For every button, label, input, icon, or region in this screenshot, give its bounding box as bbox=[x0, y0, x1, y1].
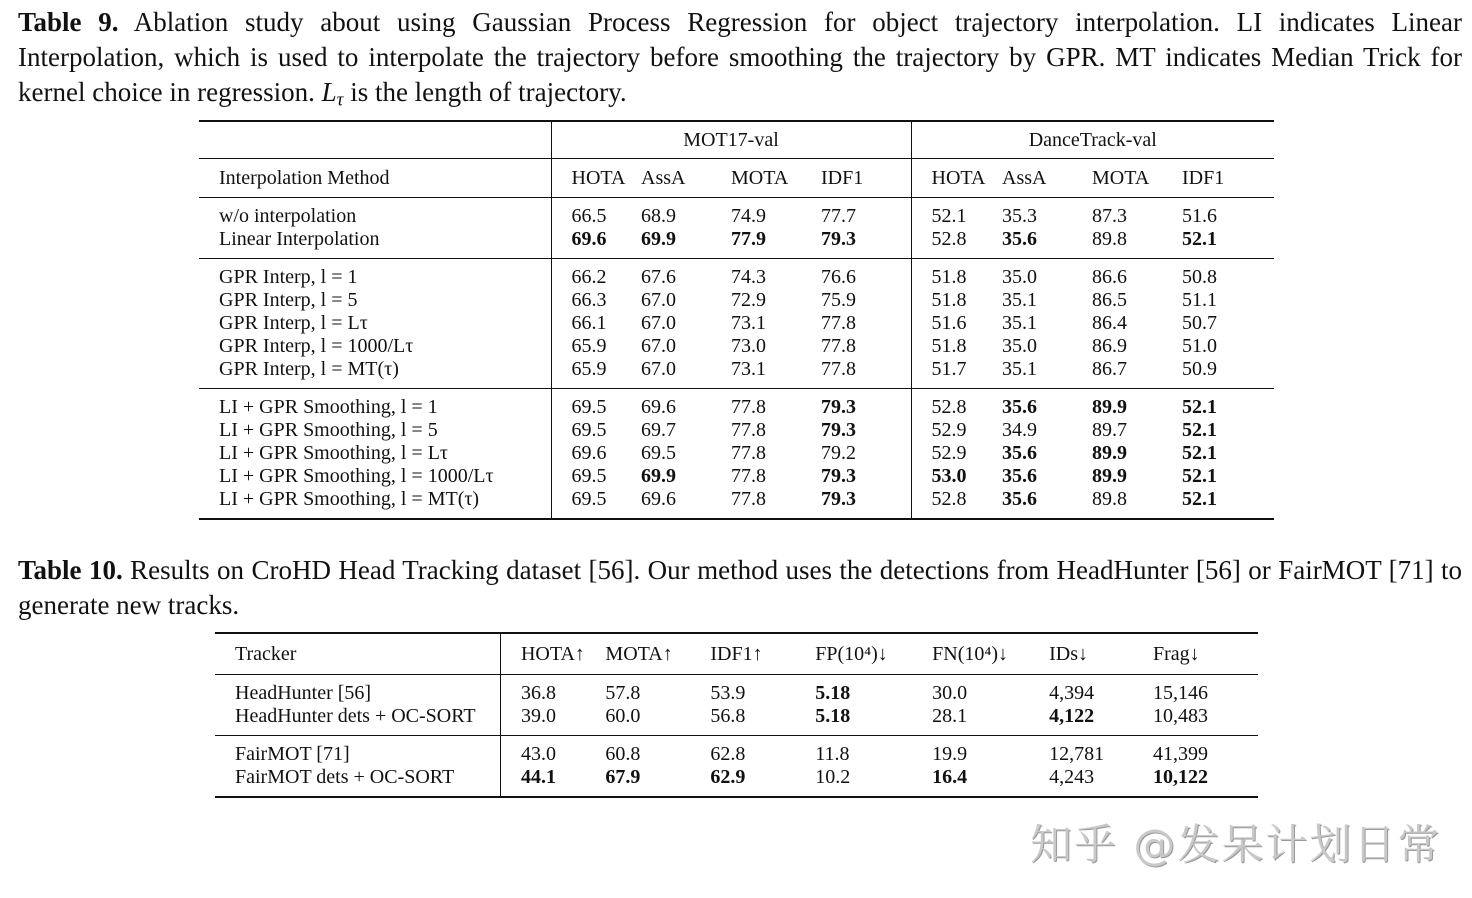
table-cell: 52.8 bbox=[911, 389, 1002, 420]
table-cell: 16.4 bbox=[932, 766, 968, 788]
table-cell: 86.5 bbox=[1092, 289, 1127, 311]
table-cell: 36.8 bbox=[500, 675, 605, 706]
table-cell: 5.18 bbox=[815, 705, 932, 736]
watermark: 知乎 @发呆计划日常 bbox=[1030, 820, 1442, 869]
table-cell: 74.9 bbox=[731, 205, 766, 227]
table-cell: 35.3 bbox=[1002, 205, 1037, 227]
table-cell: 34.9 bbox=[1002, 419, 1037, 441]
column-header: IDs↓ bbox=[1049, 633, 1153, 675]
table-cell: 87.3 bbox=[1092, 205, 1127, 227]
column-header: Interpolation Method bbox=[199, 159, 551, 198]
table-cell: 77.8 bbox=[731, 488, 766, 510]
row-label: LI + GPR Smoothing, l = 1000/Lτ bbox=[219, 465, 494, 487]
group-header-mot17: MOT17-val bbox=[551, 121, 911, 159]
table-cell: 77.8 bbox=[821, 358, 911, 389]
table-cell: 10,483 bbox=[1153, 705, 1258, 736]
column-header: HOTA bbox=[911, 159, 1002, 198]
table-cell: 79.3 bbox=[821, 396, 856, 418]
table-cell: 10,122 bbox=[1153, 766, 1209, 788]
table-cell: 53.9 bbox=[710, 682, 746, 704]
table-cell: 52.1 bbox=[1182, 465, 1217, 487]
table-cell: 86.6 bbox=[1092, 266, 1127, 288]
table-cell: 43.0 bbox=[500, 736, 605, 767]
table-cell: 39.0 bbox=[500, 705, 605, 736]
table9 bbox=[199, 120, 1274, 520]
table-cell: 77.7 bbox=[821, 205, 856, 227]
table-cell: 15,146 bbox=[1153, 682, 1209, 704]
table-cell: 67.9 bbox=[605, 766, 641, 788]
row-label: LI + GPR Smoothing, l = Lτ bbox=[219, 442, 448, 464]
table9-caption-math: $L_\tau$ bbox=[321, 77, 344, 111]
table-cell: 79.3 bbox=[821, 228, 911, 259]
table-cell: 35.6 bbox=[1002, 396, 1037, 418]
table-cell: 4,243 bbox=[1049, 766, 1095, 788]
table-cell: 79.3 bbox=[821, 488, 856, 510]
table-cell: 19.9 bbox=[932, 743, 968, 765]
table-cell: 77.8 bbox=[731, 396, 766, 418]
table-cell: 73.1 bbox=[731, 358, 821, 389]
table-row bbox=[199, 389, 1274, 420]
row-label: GPR Interp, l = 1000/Lτ bbox=[219, 335, 414, 357]
table-cell: 66.3 bbox=[551, 289, 641, 312]
table-cell: 69.6 bbox=[551, 442, 641, 465]
table10-caption-label: Table 10. bbox=[18, 555, 123, 585]
table-row bbox=[199, 465, 1274, 488]
table-cell: 57.8 bbox=[605, 682, 641, 704]
table9-group-header-row bbox=[199, 121, 1274, 159]
table-cell: 77.8 bbox=[731, 419, 766, 441]
table-cell: 89.8 bbox=[1092, 488, 1127, 510]
table-cell: 35.1 bbox=[1002, 312, 1037, 334]
table-cell: 89.8 bbox=[1092, 228, 1182, 259]
table-cell: 52.1 bbox=[1182, 488, 1217, 510]
table-cell: 30.0 bbox=[932, 682, 968, 704]
row-label: LI + GPR Smoothing, l = MT(τ) bbox=[219, 488, 480, 510]
table-cell: 73.0 bbox=[731, 335, 766, 357]
table-row bbox=[199, 312, 1274, 335]
row-label: w/o interpolation bbox=[219, 205, 357, 227]
table-cell: 66.1 bbox=[551, 312, 641, 335]
column-header: Frag↓ bbox=[1153, 633, 1258, 675]
column-header: HOTA↑ bbox=[500, 633, 605, 675]
table-cell: 35.1 bbox=[1002, 289, 1037, 311]
table-row bbox=[199, 289, 1274, 312]
table10-caption-text: Results on CroHD Head Tracking dataset [56]. Our method uses the detections from HeadHunter [56] or FairMOT [71] to generate new tracks. bbox=[18, 555, 1463, 620]
table-cell: 69.7 bbox=[641, 419, 676, 441]
table-cell: 67.0 bbox=[641, 358, 731, 389]
table-cell: 69.5 bbox=[551, 389, 641, 420]
table-cell: 4,394 bbox=[1049, 682, 1095, 704]
column-header: FP(10⁴)↓ bbox=[815, 633, 932, 675]
table-cell: 79.3 bbox=[821, 465, 856, 487]
table-cell: 4,122 bbox=[1049, 705, 1153, 736]
table-cell: 62.9 bbox=[710, 766, 746, 788]
table-cell: 52.1 bbox=[911, 198, 1002, 229]
table-cell: 60.8 bbox=[605, 743, 641, 765]
row-label: Linear Interpolation bbox=[199, 228, 551, 259]
table10-caption bbox=[18, 553, 1462, 623]
table-cell: 52.8 bbox=[911, 488, 1002, 519]
table-cell: 50.7 bbox=[1182, 312, 1217, 334]
column-header: AssA bbox=[1002, 159, 1092, 198]
table-cell: 89.9 bbox=[1092, 396, 1127, 418]
column-header: MOTA bbox=[1092, 159, 1182, 198]
column-header: IDF1 bbox=[1182, 159, 1274, 198]
table-cell: 69.9 bbox=[641, 465, 676, 487]
table-cell: 77.8 bbox=[731, 465, 766, 487]
group-header-dancetrack: DanceTrack-val bbox=[911, 121, 1274, 159]
table-cell: 41,399 bbox=[1153, 743, 1209, 765]
table-cell: 35.6 bbox=[1002, 442, 1037, 464]
table9-caption-text: Ablation study about using Gaussian Process Regression for object trajectory interpolation. LI indicates Linear Interpolation, which is used to interpolate the trajectory before smoothing the trajectory by GPR. MT indicates Median Trick for kernel choice in regression. bbox=[18, 7, 1462, 107]
column-header: Tracker bbox=[215, 633, 500, 675]
row-label: GPR Interp, l = Lτ bbox=[219, 312, 368, 334]
table-cell: 52.8 bbox=[911, 228, 1002, 259]
table10-column-header-row bbox=[215, 633, 1258, 675]
row-label: GPR Interp, l = 1 bbox=[219, 266, 358, 288]
table-cell: 68.9 bbox=[641, 205, 676, 227]
table-row bbox=[215, 675, 1258, 706]
table-cell: 69.5 bbox=[551, 419, 641, 442]
table-cell: 75.9 bbox=[821, 289, 856, 311]
table-cell: 62.8 bbox=[710, 743, 746, 765]
table-row bbox=[215, 705, 1258, 736]
table-cell: 67.6 bbox=[641, 266, 676, 288]
column-header: FN(10⁴)↓ bbox=[932, 633, 1049, 675]
table-cell: 79.2 bbox=[821, 442, 856, 464]
table-cell: 28.1 bbox=[932, 705, 1049, 736]
column-header: MOTA bbox=[731, 159, 821, 198]
table-cell: 35.6 bbox=[1002, 465, 1037, 487]
table-cell: 51.0 bbox=[1182, 335, 1217, 357]
table-row bbox=[215, 736, 1258, 767]
table-cell: 52.1 bbox=[1182, 442, 1217, 464]
table-cell: 51.6 bbox=[1182, 205, 1217, 227]
table-cell: 86.9 bbox=[1092, 335, 1127, 357]
table-cell: 69.5 bbox=[551, 488, 641, 519]
table-cell: 5.18 bbox=[815, 682, 851, 704]
table-cell: 35.6 bbox=[1002, 488, 1037, 510]
column-header: IDF1 bbox=[821, 159, 911, 198]
table-cell: 77.8 bbox=[821, 335, 856, 357]
row-label: GPR Interp, l = 5 bbox=[219, 289, 358, 311]
table-cell: 52.1 bbox=[1182, 419, 1217, 441]
table-cell: 77.8 bbox=[821, 312, 856, 334]
table-cell: 77.9 bbox=[731, 228, 821, 259]
table9-caption bbox=[18, 5, 1462, 110]
table-cell: 35.1 bbox=[1002, 358, 1092, 389]
table-cell: 50.9 bbox=[1182, 358, 1274, 389]
table10 bbox=[215, 632, 1258, 798]
row-label: HeadHunter dets + OC-SORT bbox=[215, 705, 500, 736]
table-cell: 52.1 bbox=[1182, 396, 1217, 418]
row-label: LI + GPR Smoothing, l = 1 bbox=[219, 396, 438, 418]
table-cell: 44.1 bbox=[500, 766, 605, 797]
table-cell: 72.9 bbox=[731, 289, 766, 311]
table-cell: 51.8 bbox=[911, 289, 1002, 312]
table-row bbox=[199, 228, 1274, 259]
table-cell: 65.9 bbox=[551, 335, 641, 358]
table-cell: 52.9 bbox=[911, 442, 1002, 465]
table-row bbox=[199, 259, 1274, 290]
table-cell: 10.2 bbox=[815, 766, 851, 788]
table-cell: 56.8 bbox=[710, 705, 815, 736]
table9-caption-text-end: is the length of trajectory. bbox=[350, 77, 627, 107]
row-label: LI + GPR Smoothing, l = 5 bbox=[219, 419, 438, 441]
table-row bbox=[199, 419, 1274, 442]
table-cell: 51.1 bbox=[1182, 289, 1217, 311]
table-cell: 35.0 bbox=[1002, 266, 1037, 288]
table-cell: 89.9 bbox=[1092, 442, 1127, 464]
table-cell: 67.0 bbox=[641, 335, 676, 357]
table-row bbox=[199, 488, 1274, 519]
table-cell: 52.1 bbox=[1182, 228, 1274, 259]
table9-caption-label: Table 9. bbox=[18, 7, 119, 37]
table-cell: 51.7 bbox=[911, 358, 1002, 389]
table-row bbox=[199, 358, 1274, 389]
table-cell: 69.6 bbox=[641, 396, 676, 418]
table-cell: 67.0 bbox=[641, 312, 676, 334]
table-cell: 66.2 bbox=[551, 259, 641, 290]
table-cell: 67.0 bbox=[641, 289, 676, 311]
table-cell: 69.6 bbox=[641, 488, 676, 510]
table-cell: 69.5 bbox=[551, 465, 641, 488]
table-cell: 77.8 bbox=[731, 442, 766, 464]
table-cell: 50.8 bbox=[1182, 266, 1217, 288]
table-row bbox=[199, 335, 1274, 358]
table-cell: 11.8 bbox=[815, 743, 850, 765]
column-header: IDF1↑ bbox=[710, 633, 815, 675]
table-cell: 79.3 bbox=[821, 419, 856, 441]
table-cell: 89.9 bbox=[1092, 465, 1127, 487]
table-cell: 73.1 bbox=[731, 312, 766, 334]
table-cell: 69.5 bbox=[641, 442, 676, 464]
table-cell: 76.6 bbox=[821, 266, 856, 288]
table-cell: 89.7 bbox=[1092, 419, 1127, 441]
row-label: FairMOT dets + OC-SORT bbox=[235, 766, 455, 788]
table-cell: 35.6 bbox=[1002, 228, 1092, 259]
table-cell: 66.5 bbox=[551, 198, 641, 229]
table-cell: 69.9 bbox=[641, 228, 731, 259]
row-label: HeadHunter [56] bbox=[235, 682, 372, 704]
column-header: HOTA bbox=[551, 159, 641, 198]
table-cell: 52.9 bbox=[911, 419, 1002, 442]
table-cell: 74.3 bbox=[731, 266, 766, 288]
column-header: MOTA↑ bbox=[605, 633, 710, 675]
table-cell: 35.0 bbox=[1002, 335, 1037, 357]
table-cell: 86.4 bbox=[1092, 312, 1127, 334]
row-label: GPR Interp, l = MT(τ) bbox=[199, 358, 551, 389]
table-cell: 51.6 bbox=[911, 312, 1002, 335]
table-cell: 51.8 bbox=[911, 259, 1002, 290]
table-cell: 86.7 bbox=[1092, 358, 1182, 389]
table9-column-header-row bbox=[199, 159, 1274, 198]
column-header: AssA bbox=[641, 159, 731, 198]
table-cell: 51.8 bbox=[911, 335, 1002, 358]
table-cell: 53.0 bbox=[911, 465, 1002, 488]
table-cell: 69.6 bbox=[551, 228, 641, 259]
table-cell: 65.9 bbox=[551, 358, 641, 389]
table-cell: 60.0 bbox=[605, 705, 710, 736]
table-row bbox=[199, 198, 1274, 229]
table-row bbox=[215, 766, 1258, 797]
table-cell: 12,781 bbox=[1049, 743, 1105, 765]
row-label: FairMOT [71] bbox=[235, 743, 350, 765]
table-row bbox=[199, 442, 1274, 465]
